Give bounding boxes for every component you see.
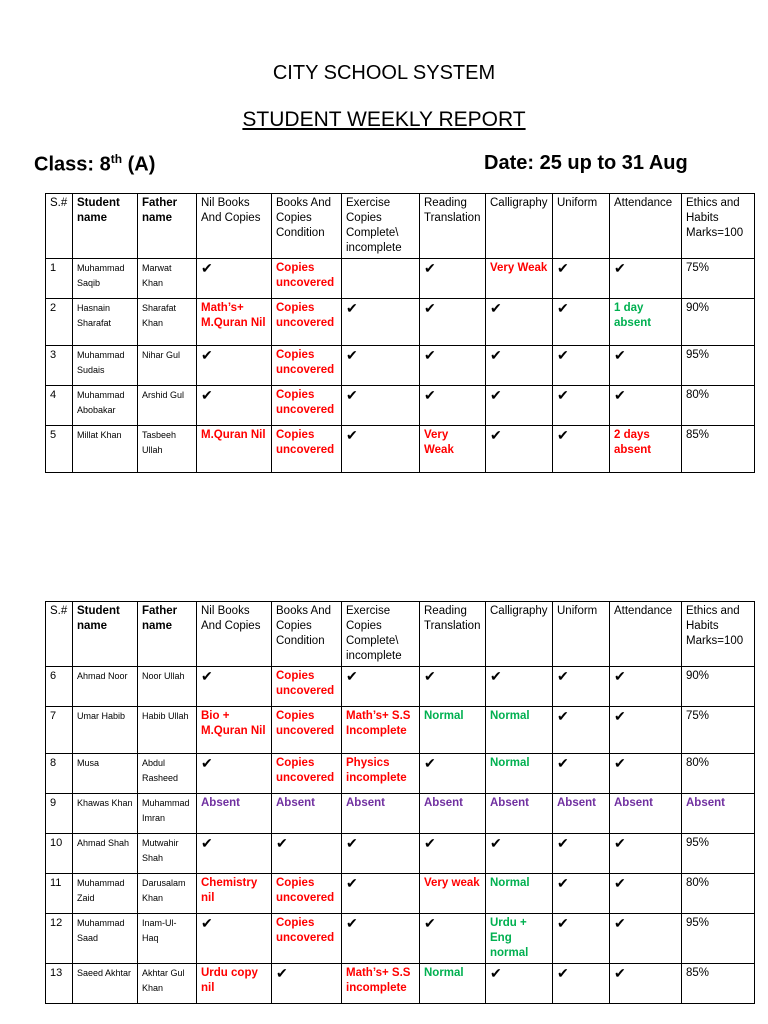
cell-serial: 1 — [46, 259, 73, 299]
cell-father-name: Noor Ullah — [138, 667, 197, 707]
cell-uniform: ✔ — [553, 259, 610, 299]
cell-father-name: Sharafat Khan — [138, 299, 197, 346]
cell-student-name: Ahmad Shah — [73, 834, 138, 874]
cell-uniform: ✔ — [553, 346, 610, 386]
cell-father-name: Muhammad Imran — [138, 794, 197, 834]
cell-calligraphy: Very Weak — [486, 259, 553, 299]
cell-attendance: ✔ — [610, 386, 682, 426]
cell-calligraphy: Normal — [486, 707, 553, 754]
header-exercise-copies: Exercise Copies Complete\ incomplete — [342, 602, 420, 667]
table-body — [46, 667, 755, 1004]
cell-ethics-marks: 95% — [682, 834, 755, 874]
cell-student-name: Millat Khan — [73, 426, 138, 473]
cell-father-name: Inam-Ul-Haq — [138, 914, 197, 964]
header-books-condition: Books And Copies Condition — [272, 602, 342, 667]
cell-father-name: Marwat Khan — [138, 259, 197, 299]
cell-exercise-copies: Absent — [342, 794, 420, 834]
cell-serial: 8 — [46, 754, 73, 794]
cell-books-condition: Copies uncovered — [272, 259, 342, 299]
cell-calligraphy: ✔ — [486, 299, 553, 346]
cell-ethics-marks: 80% — [682, 386, 755, 426]
cell-books-condition: Copies uncovered — [272, 346, 342, 386]
cell-calligraphy: ✔ — [486, 834, 553, 874]
header-ethics-marks: Ethics and Habits Marks=100 — [682, 194, 755, 259]
header-nil-books: Nil Books And Copies — [197, 602, 272, 667]
cell-reading-translation: ✔ — [420, 259, 486, 299]
cell-nil-books: Absent — [197, 794, 272, 834]
cell-attendance: 1 day absent — [610, 299, 682, 346]
cell-reading-translation: Very weak — [420, 874, 486, 914]
cell-attendance: ✔ — [610, 754, 682, 794]
cell-uniform: ✔ — [553, 914, 610, 964]
cell-ethics-marks: 80% — [682, 754, 755, 794]
cell-student-name: Saeed Akhtar — [73, 964, 138, 1004]
header-ethics-marks: Ethics and Habits Marks=100 — [682, 602, 755, 667]
cell-serial: 12 — [46, 914, 73, 964]
table-row — [46, 874, 755, 914]
cell-ethics-marks: 95% — [682, 346, 755, 386]
cell-student-name: Muhammad Abobakar — [73, 386, 138, 426]
table-row — [46, 667, 755, 707]
table-row — [46, 914, 755, 964]
cell-ethics-marks: 80% — [682, 874, 755, 914]
cell-father-name: Habib Ullah — [138, 707, 197, 754]
cell-serial: 11 — [46, 874, 73, 914]
cell-calligraphy: ✔ — [486, 386, 553, 426]
cell-exercise-copies: ✔ — [342, 386, 420, 426]
header-reading-translation: Reading Translation — [420, 602, 486, 667]
cell-uniform: ✔ — [553, 754, 610, 794]
cell-nil-books: Bio + M.Quran Nil — [197, 707, 272, 754]
cell-books-condition: Absent — [272, 794, 342, 834]
cell-calligraphy: Absent — [486, 794, 553, 834]
cell-attendance: ✔ — [610, 259, 682, 299]
report-table-1 — [45, 193, 755, 473]
cell-nil-books: ✔ — [197, 346, 272, 386]
cell-ethics-marks: Absent — [682, 794, 755, 834]
cell-nil-books: Urdu copy nil — [197, 964, 272, 1004]
cell-exercise-copies: ✔ — [342, 874, 420, 914]
cell-books-condition: Copies uncovered — [272, 914, 342, 964]
cell-uniform: ✔ — [553, 964, 610, 1004]
cell-calligraphy: ✔ — [486, 667, 553, 707]
header-calligraphy: Calligraphy — [486, 194, 553, 259]
cell-student-name: Ahmad Noor — [73, 667, 138, 707]
cell-uniform: ✔ — [553, 834, 610, 874]
cell-attendance: ✔ — [610, 346, 682, 386]
cell-ethics-marks: 75% — [682, 259, 755, 299]
cell-student-name: Muhammad Zaid — [73, 874, 138, 914]
table-row — [46, 386, 755, 426]
cell-exercise-copies — [342, 259, 420, 299]
cell-attendance: ✔ — [610, 964, 682, 1004]
cell-reading-translation: ✔ — [420, 834, 486, 874]
cell-exercise-copies: ✔ — [342, 667, 420, 707]
header-uniform: Uniform — [553, 602, 610, 667]
cell-student-name: Muhammad Saad — [73, 914, 138, 964]
header-serial: S.# — [46, 194, 73, 259]
cell-nil-books: ✔ — [197, 914, 272, 964]
cell-student-name: Umar Habib — [73, 707, 138, 754]
cell-student-name: Khawas Khan — [73, 794, 138, 834]
cell-student-name: Muhammad Sudais — [73, 346, 138, 386]
cell-exercise-copies: Math’s+ S.S Incomplete — [342, 707, 420, 754]
cell-student-name: Hasnain Sharafat — [73, 299, 138, 346]
cell-books-condition: ✔ — [272, 834, 342, 874]
cell-books-condition: Copies uncovered — [272, 426, 342, 473]
cell-reading-translation: ✔ — [420, 667, 486, 707]
cell-uniform: ✔ — [553, 667, 610, 707]
cell-exercise-copies: ✔ — [342, 346, 420, 386]
cell-father-name: Arshid Gul — [138, 386, 197, 426]
cell-ethics-marks: 85% — [682, 426, 755, 473]
cell-reading-translation: ✔ — [420, 386, 486, 426]
cell-calligraphy: ✔ — [486, 346, 553, 386]
cell-uniform: ✔ — [553, 707, 610, 754]
report-title: STUDENT WEEKLY REPORT — [242, 108, 526, 131]
cell-attendance: 2 days absent — [610, 426, 682, 473]
cell-calligraphy: ✔ — [486, 964, 553, 1004]
table-row — [46, 707, 755, 754]
table-row — [46, 754, 755, 794]
cell-ethics-marks: 85% — [682, 964, 755, 1004]
report-table-2 — [45, 601, 755, 1004]
header-nil-books: Nil Books And Copies — [197, 194, 272, 259]
cell-exercise-copies: ✔ — [342, 834, 420, 874]
cell-books-condition: Copies uncovered — [272, 386, 342, 426]
cell-nil-books: Math’s+ M.Quran Nil — [197, 299, 272, 346]
cell-nil-books: ✔ — [197, 834, 272, 874]
cell-attendance: ✔ — [610, 914, 682, 964]
cell-calligraphy: Urdu + Eng normal — [486, 914, 553, 964]
cell-serial: 9 — [46, 794, 73, 834]
header-books-condition: Books And Copies Condition — [272, 194, 342, 259]
header-serial: S.# — [46, 602, 73, 667]
cell-reading-translation: ✔ — [420, 754, 486, 794]
cell-father-name: Abdul Rasheed — [138, 754, 197, 794]
cell-uniform: ✔ — [553, 874, 610, 914]
cell-father-name: Darusalam Khan — [138, 874, 197, 914]
cell-nil-books: ✔ — [197, 259, 272, 299]
cell-books-condition: Copies uncovered — [272, 667, 342, 707]
cell-attendance: ✔ — [610, 834, 682, 874]
cell-father-name: Akhtar Gul Khan — [138, 964, 197, 1004]
cell-reading-translation: Absent — [420, 794, 486, 834]
header-exercise-copies: Exercise Copies Complete\ incomplete — [342, 194, 420, 259]
header-uniform: Uniform — [553, 194, 610, 259]
cell-student-name: Muhammad Saqib — [73, 259, 138, 299]
cell-father-name: Nihar Gul — [138, 346, 197, 386]
cell-serial: 3 — [46, 346, 73, 386]
cell-reading-translation: Normal — [420, 964, 486, 1004]
header-student-name: Student name — [73, 602, 138, 667]
cell-father-name: Mutwahir Shah — [138, 834, 197, 874]
cell-nil-books: Chemistry nil — [197, 874, 272, 914]
class-section: (A) — [122, 153, 156, 176]
cell-reading-translation: ✔ — [420, 346, 486, 386]
table-header-row — [46, 194, 755, 259]
header-reading-translation: Reading Translation — [420, 194, 486, 259]
cell-uniform: ✔ — [553, 299, 610, 346]
cell-nil-books: ✔ — [197, 667, 272, 707]
table-row — [46, 299, 755, 346]
school-name: CITY SCHOOL SYSTEM — [272, 62, 496, 84]
header-attendance: Attendance — [610, 194, 682, 259]
header-attendance: Attendance — [610, 602, 682, 667]
table-row — [46, 259, 755, 299]
cell-exercise-copies: ✔ — [342, 914, 420, 964]
cell-serial: 6 — [46, 667, 73, 707]
header-calligraphy: Calligraphy — [486, 602, 553, 667]
table-row — [46, 346, 755, 386]
table-body — [46, 259, 755, 473]
cell-calligraphy: Normal — [486, 874, 553, 914]
table-row — [46, 426, 755, 473]
cell-serial: 13 — [46, 964, 73, 1004]
table-header-row — [46, 602, 755, 667]
cell-reading-translation: Very Weak — [420, 426, 486, 473]
cell-books-condition: Copies uncovered — [272, 707, 342, 754]
cell-ethics-marks: 95% — [682, 914, 755, 964]
cell-books-condition: Copies uncovered — [272, 754, 342, 794]
table-row — [46, 794, 755, 834]
cell-books-condition: Copies uncovered — [272, 299, 342, 346]
header-student-name: Student name — [73, 194, 138, 259]
class-superscript: th — [110, 152, 123, 166]
cell-books-condition: Copies uncovered — [272, 874, 342, 914]
cell-ethics-marks: 75% — [682, 707, 755, 754]
cell-father-name: Tasbeeh Ullah — [138, 426, 197, 473]
cell-attendance: ✔ — [610, 707, 682, 754]
cell-ethics-marks: 90% — [682, 299, 755, 346]
class-label — [34, 152, 155, 177]
table-row — [46, 834, 755, 874]
cell-serial: 7 — [46, 707, 73, 754]
class-text: Class: 8 — [34, 153, 111, 176]
cell-ethics-marks: 90% — [682, 667, 755, 707]
cell-serial: 4 — [46, 386, 73, 426]
cell-serial: 10 — [46, 834, 73, 874]
cell-nil-books: ✔ — [197, 754, 272, 794]
table-row — [46, 964, 755, 1004]
cell-reading-translation: Normal — [420, 707, 486, 754]
cell-serial: 2 — [46, 299, 73, 346]
cell-nil-books: M.Quran Nil — [197, 426, 272, 473]
cell-books-condition: ✔ — [272, 964, 342, 1004]
header-father-name: Father name — [138, 194, 197, 259]
cell-exercise-copies: ✔ — [342, 426, 420, 473]
cell-exercise-copies: ✔ — [342, 299, 420, 346]
cell-uniform: Absent — [553, 794, 610, 834]
cell-reading-translation: ✔ — [420, 299, 486, 346]
cell-nil-books: ✔ — [197, 386, 272, 426]
cell-student-name: Musa — [73, 754, 138, 794]
cell-attendance: ✔ — [610, 667, 682, 707]
cell-calligraphy: Normal — [486, 754, 553, 794]
cell-uniform: ✔ — [553, 426, 610, 473]
date-label: Date: 25 up to 31 Aug — [484, 152, 688, 174]
cell-serial: 5 — [46, 426, 73, 473]
cell-reading-translation: ✔ — [420, 914, 486, 964]
cell-attendance: Absent — [610, 794, 682, 834]
cell-calligraphy: ✔ — [486, 426, 553, 473]
header-father-name: Father name — [138, 602, 197, 667]
cell-exercise-copies: Math’s+ S.S incomplete — [342, 964, 420, 1004]
cell-attendance: ✔ — [610, 874, 682, 914]
cell-uniform: ✔ — [553, 386, 610, 426]
cell-exercise-copies: Physics incomplete — [342, 754, 420, 794]
